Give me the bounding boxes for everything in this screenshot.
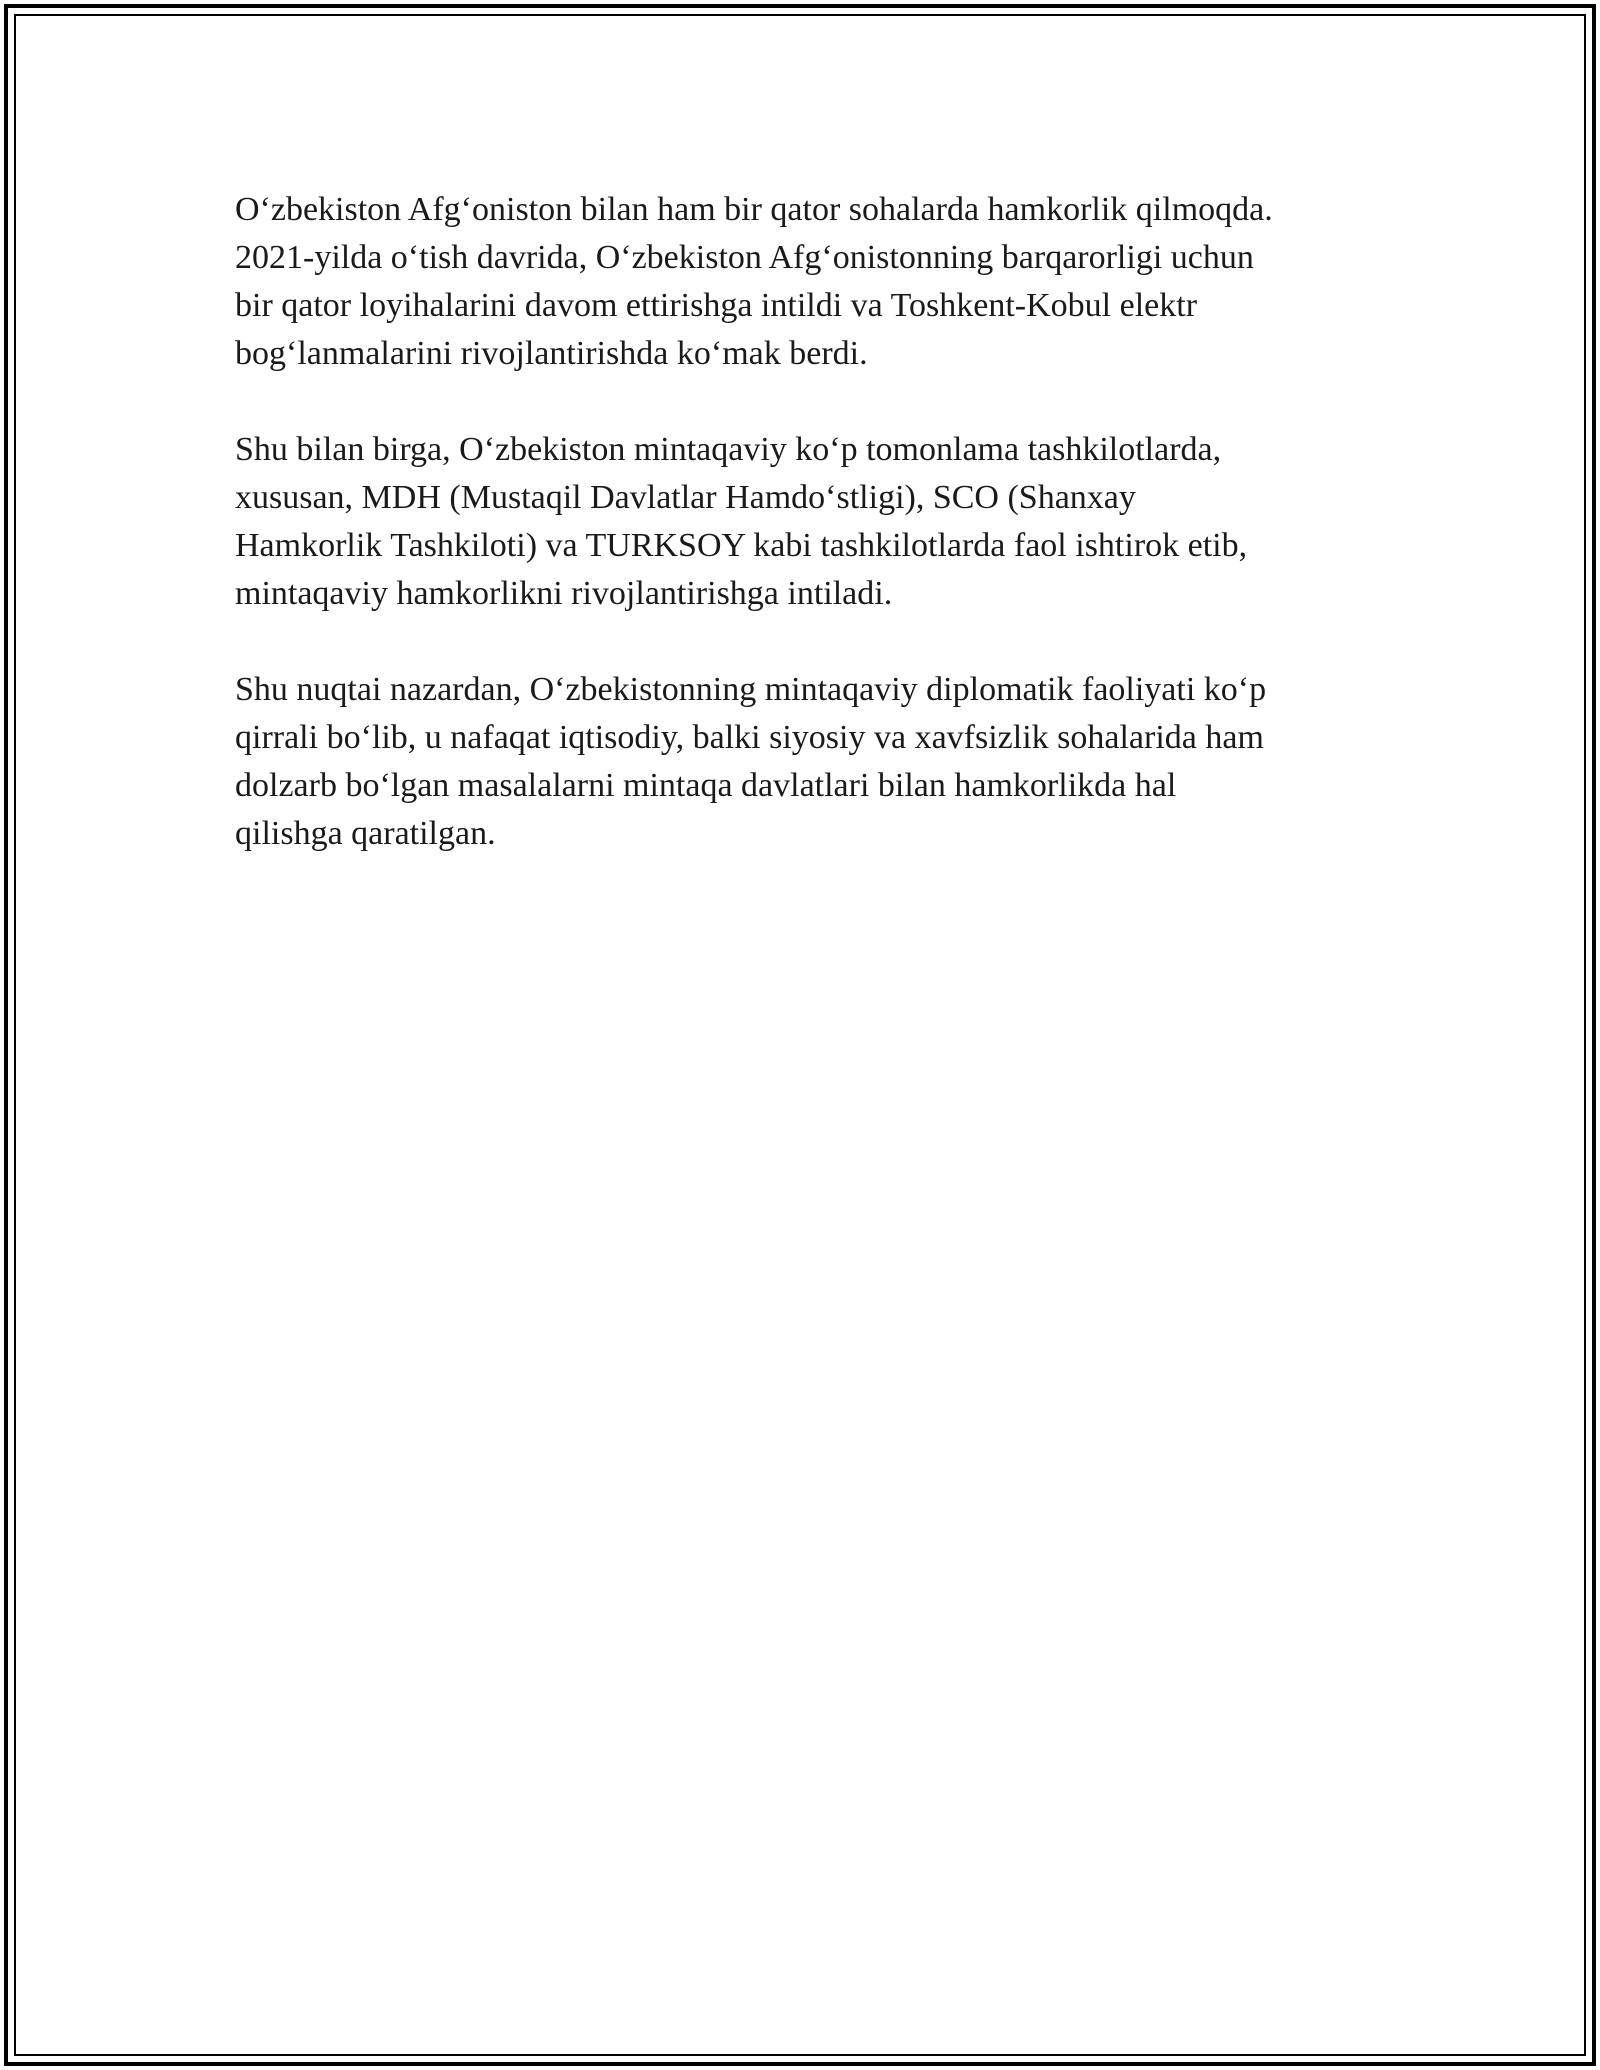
text-line: Shu bilan birga, O‘zbekiston mintaqaviy ko‘p tomonlama tashkilotlarda, [235, 431, 1222, 468]
text-line: Shu nuqtai nazardan, O‘zbekistonning mintaqaviy diplomatik faoliyati ko‘p [235, 671, 1267, 708]
text-line: O‘zbekiston Afg‘oniston bilan ham bir qator sohalarda hamkorlik qilmoqda. [235, 191, 1273, 228]
text-line: 2021-yilda o‘tish davrida, O‘zbekiston Afg‘onistonning barqarorligi uchun [235, 239, 1254, 276]
document-body [235, 186, 1375, 906]
text-line: qirrali bo‘lib, u nafaqat iqtisodiy, balki siyosiy va xavfsizlik sohalarida ham [235, 719, 1264, 756]
paragraph-1 [235, 186, 1375, 378]
text-line: qilishga qaratilgan. [235, 815, 496, 852]
text-line: bir qator loyihalarini davom ettirishga intildi va Toshkent-Kobul elektr [235, 287, 1198, 324]
text-line: bog‘lanmalarini rivojlantirishda ko‘mak berdi. [235, 335, 868, 372]
text-line: xususan, MDH (Mustaqil Davlatlar Hamdo‘stligi), SCO (Shanxay [235, 479, 1136, 516]
text-line: Hamkorlik Tashkiloti) va TURKSOY kabi tashkilotlarda faol ishtirok etib, [235, 527, 1248, 564]
paragraph-3 [235, 666, 1375, 858]
text-line: mintaqaviy hamkorlikni rivojlantirishga intiladi. [235, 575, 893, 612]
text-line: dolzarb bo‘lgan masalalarni mintaqa davlatlari bilan hamkorlikda hal [235, 767, 1177, 804]
paragraph-2 [235, 426, 1375, 618]
